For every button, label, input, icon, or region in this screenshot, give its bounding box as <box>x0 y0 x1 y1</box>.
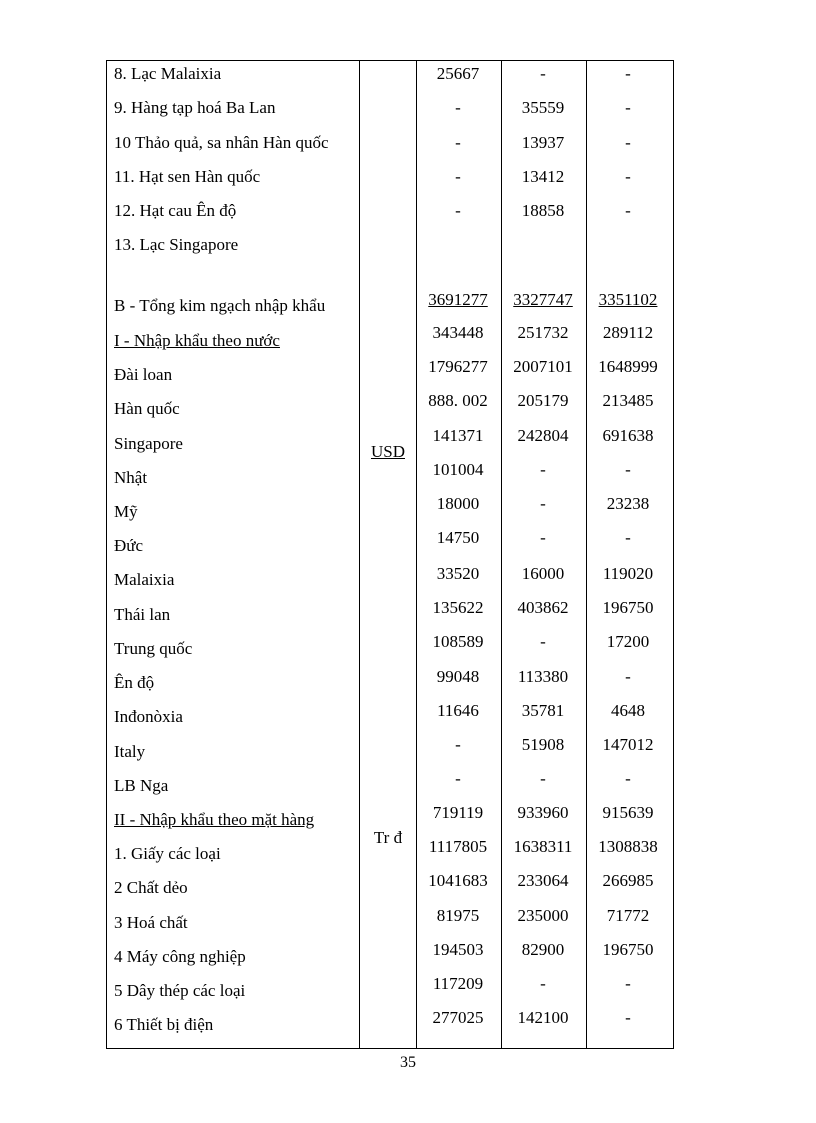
row-value-col3: - <box>625 667 631 686</box>
row-value-col2: 1638311 <box>513 837 573 856</box>
row-value-col1: 117209 <box>432 974 484 993</box>
row-label: 10 Thảo quả, sa nhân Hàn quốc <box>114 133 329 152</box>
row-value-col2: - <box>540 64 546 83</box>
row-value-col3: - <box>625 167 631 186</box>
row-value-col2: 35781 <box>521 701 565 720</box>
row-value-col2: - <box>540 460 546 479</box>
row-label: Đài loan <box>114 365 173 384</box>
row-label: 13. Lạc Singapore <box>114 235 239 254</box>
row-value-col1: 11646 <box>437 701 479 720</box>
row-value-col2: - <box>540 769 546 788</box>
row-value-col2: 403862 <box>517 598 569 617</box>
row-value-col1: 1796277 <box>428 357 488 376</box>
row-label: Trung quốc <box>114 639 193 658</box>
row-label: II - Nhập khẩu theo mặt hàng <box>114 810 315 829</box>
row-value-col1: 14750 <box>436 528 480 547</box>
row-value-col1: 1117805 <box>428 837 488 856</box>
row-label: Mỹ <box>114 502 138 521</box>
row-value-col3: - <box>625 64 631 83</box>
row-value-col3: 23238 <box>606 494 650 513</box>
row-value-col3: - <box>625 528 631 547</box>
row-label: 4 Máy công nghiệp <box>114 947 246 966</box>
row-value-col3: 3351102 <box>598 290 658 309</box>
row-label: LB Nga <box>114 776 169 795</box>
row-value-col1: 108589 <box>432 632 484 651</box>
unit-usd: USD <box>370 442 405 461</box>
row-value-col1: 343448 <box>432 323 484 342</box>
row-value-col3: 915639 <box>602 803 654 822</box>
row-value-col3: - <box>625 98 631 117</box>
row-value-col1: 194503 <box>432 940 484 959</box>
row-label: 2 Chất dẻo <box>114 878 188 897</box>
row-value-col1: 99048 <box>436 667 480 686</box>
row-value-col2: 251732 <box>517 323 569 342</box>
row-value-col3: 691638 <box>602 426 654 445</box>
row-label: Malaixia <box>114 570 175 589</box>
row-value-col1: - <box>455 98 461 117</box>
row-value-col1: 81975 <box>436 906 480 925</box>
row-value-col2: 235000 <box>517 906 569 925</box>
row-value-col2: 142100 <box>517 1008 569 1027</box>
row-value-col2: 2007101 <box>513 357 573 376</box>
row-value-col2: - <box>540 974 546 993</box>
row-value-col2: - <box>540 494 546 513</box>
row-value-col3: 266985 <box>602 871 654 890</box>
row-label: 1. Giấy các loại <box>114 844 221 863</box>
row-label: 8. Lạc Malaixia <box>114 64 222 83</box>
row-value-col1: 33520 <box>436 564 480 583</box>
row-value-col2: 16000 <box>521 564 565 583</box>
row-label: Nhật <box>114 468 148 487</box>
row-value-col2: 242804 <box>517 426 569 445</box>
row-value-col1: - <box>455 735 461 754</box>
row-label: 12. Hạt cau Ên độ <box>114 201 237 220</box>
row-value-col2: 233064 <box>517 871 569 890</box>
row-value-col2: - <box>540 632 546 651</box>
row-label: Italy <box>114 742 146 761</box>
row-value-col3: 4648 <box>611 701 645 720</box>
row-value-col3: - <box>625 769 631 788</box>
row-value-col1: 25667 <box>436 64 480 83</box>
row-value-col2: - <box>540 528 546 547</box>
column-divider <box>359 61 360 1048</box>
row-value-col1: - <box>455 769 461 788</box>
row-value-col3: 1308838 <box>598 837 658 856</box>
row-label: 3 Hoá chất <box>114 913 188 932</box>
row-label: Inđonòxia <box>114 707 183 726</box>
row-value-col2: 51908 <box>521 735 565 754</box>
row-value-col3: 289112 <box>602 323 654 342</box>
row-value-col2: 35559 <box>521 98 565 117</box>
row-value-col3: 196750 <box>602 598 654 617</box>
page-number: 35 <box>400 1054 416 1071</box>
row-label: Đức <box>114 536 144 555</box>
row-label: 5 Dây thép các loại <box>114 981 246 1000</box>
row-label: Thái lan <box>114 605 171 624</box>
row-value-col2: 13412 <box>521 167 565 186</box>
row-label: Ên độ <box>114 673 155 692</box>
row-value-col3: - <box>625 133 631 152</box>
row-value-col3: 213485 <box>602 391 654 410</box>
row-value-col1: - <box>455 167 461 186</box>
row-value-col3: - <box>625 1008 631 1027</box>
row-value-col1: 101004 <box>432 460 484 479</box>
row-label: 11. Hạt sen Hàn quốc <box>114 167 261 186</box>
row-value-col1: 141371 <box>432 426 484 445</box>
row-value-col1: 277025 <box>432 1008 484 1027</box>
row-value-col1: - <box>455 201 461 220</box>
import-data-table <box>106 60 674 1049</box>
row-value-col3: - <box>625 201 631 220</box>
row-value-col3: 1648999 <box>598 357 658 376</box>
row-value-col1: 18000 <box>436 494 480 513</box>
row-value-col2: 82900 <box>521 940 565 959</box>
row-value-col3: 196750 <box>602 940 654 959</box>
row-label: I - Nhập khẩu theo nước <box>114 331 280 350</box>
row-label: B - Tổng kim ngạch nhập khẩu <box>114 296 326 315</box>
row-value-col3: - <box>625 460 631 479</box>
row-label: 9. Hàng tạp hoá Ba Lan <box>114 98 276 117</box>
row-label: Hàn quốc <box>114 399 180 418</box>
row-value-col2: 18858 <box>521 201 565 220</box>
row-value-col3: 71772 <box>606 906 650 925</box>
row-value-col2: 3327747 <box>513 290 573 309</box>
row-value-col1: 888. 002 <box>428 391 488 410</box>
unit-vnd: Tr đ <box>373 828 403 847</box>
row-value-col2: 205179 <box>517 391 569 410</box>
row-value-col2: 933960 <box>517 803 569 822</box>
row-label: 6 Thiết bị điện <box>114 1015 214 1034</box>
row-label: Singapore <box>114 434 183 453</box>
row-value-col2: 13937 <box>521 133 565 152</box>
row-value-col1: 135622 <box>432 598 484 617</box>
row-value-col3: 119020 <box>602 564 654 583</box>
row-value-col3: 147012 <box>602 735 654 754</box>
row-value-col3: 17200 <box>606 632 650 651</box>
row-value-col1: - <box>455 133 461 152</box>
row-value-col1: 719119 <box>432 803 484 822</box>
row-value-col3: - <box>625 974 631 993</box>
row-value-col1: 3691277 <box>428 290 488 309</box>
row-value-col2: 113380 <box>517 667 569 686</box>
row-value-col1: 1041683 <box>428 871 488 890</box>
